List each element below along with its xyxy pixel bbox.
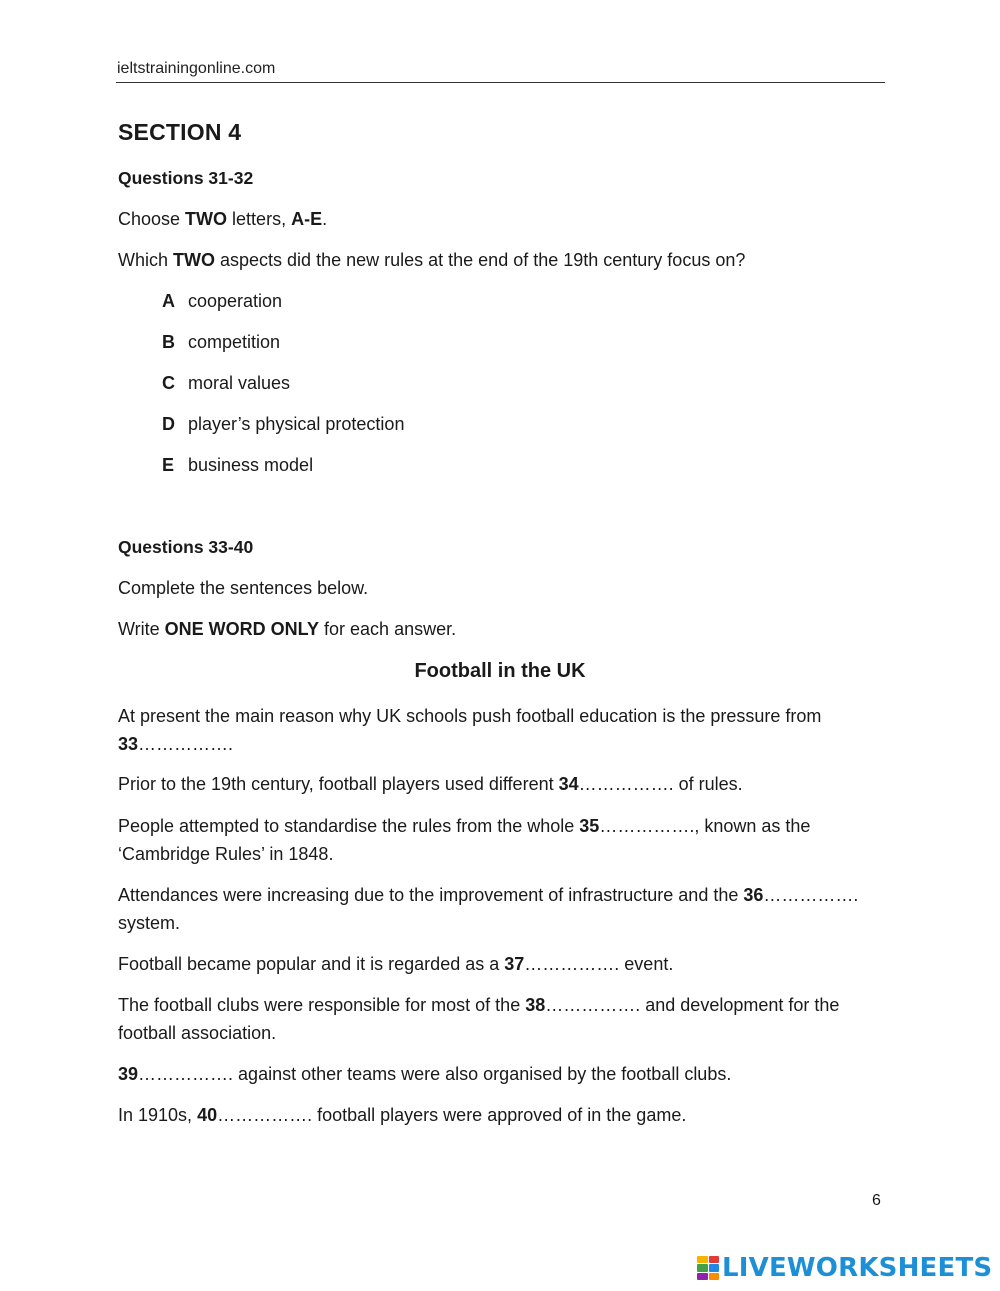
sentence-35: People attempted to standardise the rules from the whole 35……………., known as the ‘Cambridge Rules’ in 1848. <box>118 816 811 864</box>
option-text: competition <box>188 332 281 352</box>
question-number: 36 <box>743 885 764 905</box>
sentence-36: Attendances were increasing due to the improvement of infrastructure and the 36……………. system. <box>118 885 859 933</box>
liveworksheets-icon <box>697 1256 719 1280</box>
passage-title: Football in the UK <box>414 660 586 682</box>
page-number: 6 <box>872 1192 881 1209</box>
site-header: ieltstrainingonline.com <box>117 60 276 77</box>
brand-text: LIVEWORKSHEETS <box>722 1253 993 1283</box>
option-letter: D <box>162 414 175 434</box>
sentence-40: In 1910s, 40……………. football players were approved of in the game. <box>118 1105 687 1125</box>
choose-instruction: Choose TWO letters, A-E. <box>118 209 328 229</box>
option-letter: B <box>162 332 175 352</box>
question-number: 39 <box>118 1064 139 1084</box>
question-number: 35 <box>579 816 600 836</box>
answer-blank-40[interactable]: ……………. <box>217 1105 313 1125</box>
option-a[interactable] <box>162 287 282 315</box>
option-d[interactable] <box>162 410 404 438</box>
question-31-32-text: Which TWO aspects did the new rules at the end of the 19th century focus on? <box>118 250 746 270</box>
answer-blank-37[interactable]: ……………. <box>524 954 620 974</box>
answer-blank-35[interactable]: ……………. <box>599 816 695 836</box>
header-divider <box>116 82 885 83</box>
questions-33-40-heading: Questions 33-40 <box>118 537 254 557</box>
sentence-37: Football became popular and it is regarded as a 37……………. event. <box>118 954 674 974</box>
sentence-34: Prior to the 19th century, football players used different 34……………. of rules. <box>118 774 743 794</box>
option-letter: C <box>162 373 175 393</box>
answer-blank-38[interactable]: ……………. <box>545 995 641 1015</box>
option-text: business model <box>188 455 314 475</box>
answer-blank-34[interactable]: ……………. <box>578 774 674 794</box>
sentence-38: The football clubs were responsible for most of the 38……………. and development for the football association. <box>118 995 840 1043</box>
option-text: moral values <box>188 373 291 393</box>
option-letter: A <box>162 291 175 311</box>
question-number: 34 <box>558 774 579 794</box>
option-e[interactable] <box>162 451 313 479</box>
answer-blank-33[interactable]: ……………. <box>138 734 234 754</box>
section-title: SECTION 4 <box>118 119 242 145</box>
answer-blank-39[interactable]: ……………. <box>138 1064 234 1084</box>
option-b[interactable] <box>162 328 280 356</box>
option-text: player’s physical protection <box>188 414 405 434</box>
question-number: 37 <box>504 954 525 974</box>
complete-instruction: Complete the sentences below. <box>118 578 369 598</box>
question-number: 38 <box>525 995 546 1015</box>
sentence-39: 39……………. against other teams were also organised by the football clubs. <box>118 1064 732 1084</box>
word-limit-instruction: Write ONE WORD ONLY for each answer. <box>118 619 457 639</box>
questions-31-32-heading: Questions 31-32 <box>118 168 254 188</box>
option-text: cooperation <box>188 291 283 311</box>
sentence-33: At present the main reason why UK schools push football education is the pressure from 33……………. <box>118 706 822 754</box>
question-number: 33 <box>118 734 139 754</box>
liveworksheets-logo[interactable] <box>697 1252 992 1284</box>
option-c[interactable] <box>162 369 290 397</box>
question-number: 40 <box>197 1105 218 1125</box>
option-letter: E <box>162 455 175 475</box>
answer-blank-36[interactable]: ……………. <box>763 885 859 905</box>
